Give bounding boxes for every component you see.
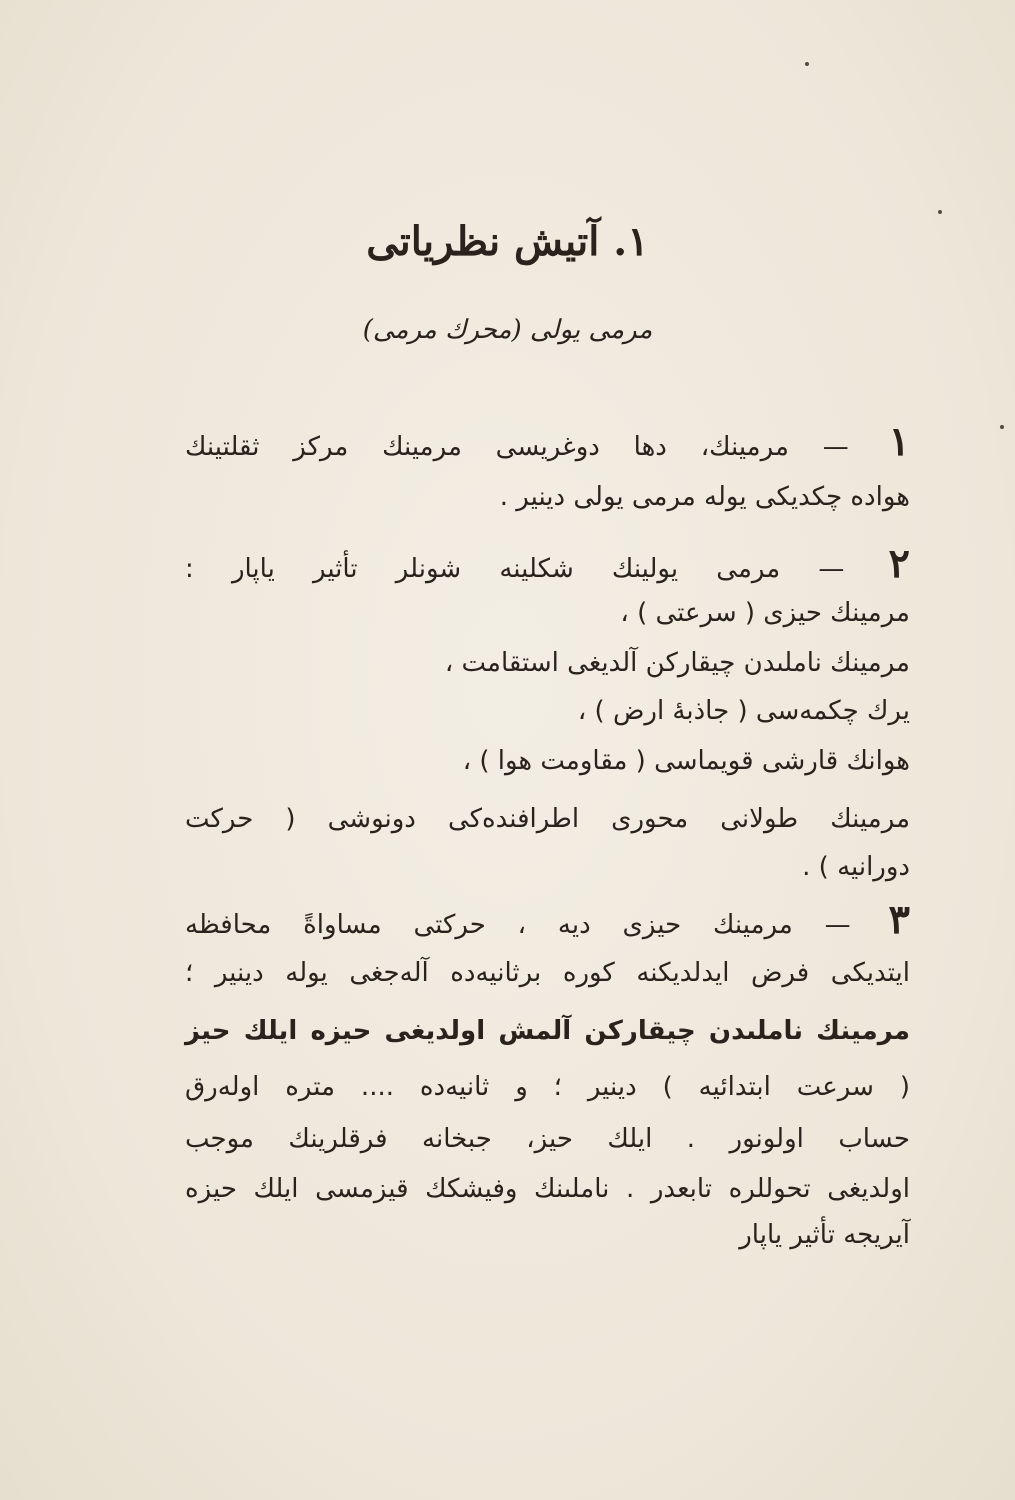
paragraph-3-line-5: حساب اولونور . ايلك حيز، جبخانه فرقلرينك موجب [185,1124,910,1154]
paragraph-number: ١ [888,418,910,465]
paragraph-3-line-2: ايتديكى فرض ايدلديكنه كوره برثانيه‌ده آله‌جغى يوله دينير ؛ [185,958,910,988]
paragraph-number: ٢ [888,540,911,587]
paragraph-2-line-1 [185,540,910,587]
paragraph-1-line-1 [185,418,910,465]
paragraph-2-line-4: يرك چكمه‌سى ( جاذبۀ ارض ) ، [577,696,910,726]
paragraph-3-line-3: مرمينك ناملىدن چيقاركن آلمش اولديغى حيزه ايلك حيز [185,1016,910,1046]
ink-speck [1000,425,1004,429]
paragraph-3-line-6: اولديغى تحوللره تابعدر . ناملىنك وفيشكك قيزمسى ايلك حيزه [185,1174,910,1204]
section-subtitle: مرمى يولى (محرك مرمى) [362,315,653,345]
paragraph-3-line-7: آيريجه تأثير ياپار [739,1220,910,1250]
ink-speck [938,210,942,214]
paragraph-number: ٣ [888,896,910,943]
paragraph-2-line-5: هوانك قارشى قويماسى ( مقاومت هوا ) ، [462,746,910,776]
paragraph-2-line-3: مرمينك ناملىدن چيقاركن آلديغى استقامت ، [444,648,910,678]
paragraph-text: — مرمينك، دها دوغريسى مرمينك مركز ثقلتينك [185,432,849,462]
paragraph-text: — مرمينك حيزى ديه ، حركتى مساواةً محافظه [185,910,851,940]
paragraph-3-line-1 [185,896,910,943]
paragraph-2-line-6: مرمينك طولانى محورى اطرافنده‌كى دونوشى ( حركت [185,804,910,834]
paragraph-text: — مرمى يولينك شكلينه شونلر تأثير ياپار : [185,554,845,584]
paragraph-2-line-7: دورانيه ) . [802,852,910,882]
paragraph-2-line-2: مرمينك حيزى ( سرعتى ) ، [620,598,910,628]
ink-speck [805,62,809,66]
page-title: ١. آتيش نظرياتى [366,218,649,265]
paragraph-3-line-4: ( سرعت ابتدائيه ) دينير ؛ و ثانيه‌ده .... متره اوله‌رق [185,1072,910,1102]
paragraph-1-line-2: هواده چكديكى يوله مرمى يولى دينير . [499,482,910,512]
